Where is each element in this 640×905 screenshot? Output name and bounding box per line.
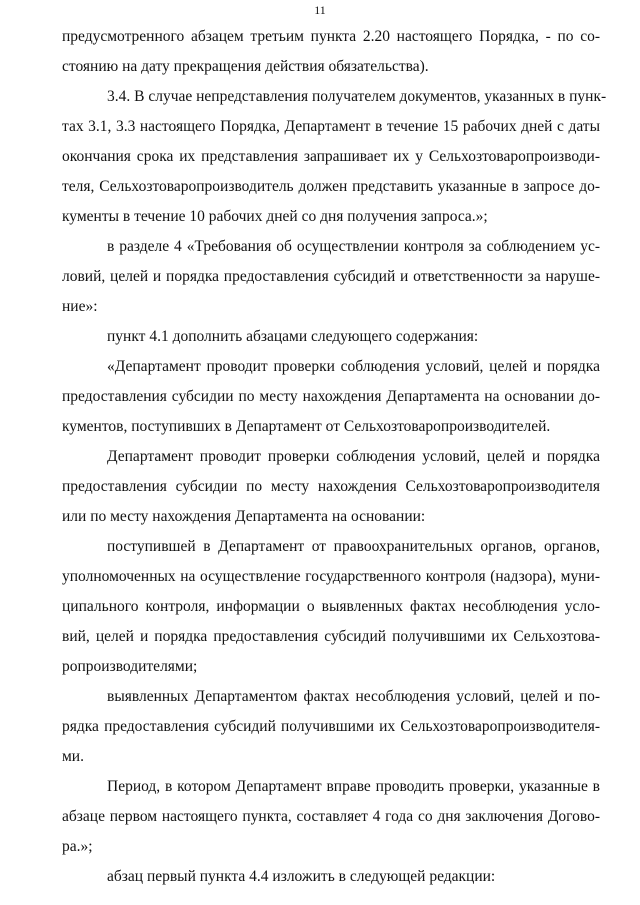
text-line: теля, Сельхозтоваропроизводитель должен представить указанные в запросе до- bbox=[62, 178, 600, 195]
text-line: выявленных Департаментом фактах несоблюдения условий, целей и по- bbox=[107, 688, 600, 705]
text-line: ра.»; bbox=[62, 838, 93, 855]
text-line: рядка предоставления субсидий получившими их Сельхозтоваропроизводителя- bbox=[62, 718, 600, 735]
page-number: 11 bbox=[314, 3, 326, 17]
text-line: предоставления субсидии по месту нахождения Департамента на основании до- bbox=[62, 388, 600, 405]
text-line: Департамент проводит проверки соблюдения условий, целей и порядка bbox=[107, 448, 600, 465]
text-line: вий, целей и порядка предоставления субсидий получившими их Сельхозтова- bbox=[62, 628, 600, 645]
text-line: окончания срока их представления запрашивает их у Сельхозтоваропроизводи- bbox=[62, 148, 600, 165]
text-line: кументы в течение 10 рабочих дней со дня получения запроса.»; bbox=[62, 208, 488, 225]
text-line: уполномоченных на осуществление государственного контроля (надзора), муни- bbox=[62, 568, 600, 585]
text-line: ние»: bbox=[62, 298, 98, 315]
text-line: ципального контроля, информации о выявленных фактах несоблюдения усло- bbox=[62, 598, 600, 615]
text-line: ропроизводителями; bbox=[62, 658, 198, 675]
text-line: или по месту нахождения Департамента на основании: bbox=[62, 508, 426, 525]
text-line: пункт 4.1 дополнить абзацами следующего содержания: bbox=[107, 328, 479, 345]
text-line: стоянию на дату прекращения действия обязательства). bbox=[62, 58, 429, 75]
text-line: в разделе 4 «Требования об осуществлении контроля за соблюдением ус- bbox=[107, 238, 600, 255]
text-line: ми. bbox=[62, 748, 84, 765]
text-line: предусмотренного абзацем третьим пункта 2.20 настоящего Порядка, - по со- bbox=[62, 28, 600, 45]
text-line: 3.4. В случае непредставления получателем документов, указанных в пунк- bbox=[107, 88, 607, 105]
text-line: поступившей в Департамент от правоохранительных органов, органов, bbox=[107, 538, 600, 555]
text-line: предоставления субсидии по месту нахождения Сельхозтоваропроизводителя bbox=[62, 478, 600, 495]
text-line: абзац первый пункта 4.4 изложить в следующей редакции: bbox=[107, 868, 496, 885]
text-line: абзаце первом настоящего пункта, составляет 4 года со дня заключения Догово- bbox=[62, 808, 600, 825]
text-line: ловий, целей и порядка предоставления субсидий и ответственности за наруше- bbox=[62, 268, 600, 285]
text-line: Период, в котором Департамент вправе проводить проверки, указанные в bbox=[107, 778, 600, 795]
text-line: кументов, поступивших в Департамент от Сельхозтоваропроизводителей. bbox=[62, 418, 551, 435]
text-line: «Департамент проводит проверки соблюдения условий, целей и порядка bbox=[107, 358, 600, 375]
text-line: тах 3.1, 3.3 настоящего Порядка, Департамент в течение 15 рабочих дней с даты bbox=[62, 118, 600, 135]
